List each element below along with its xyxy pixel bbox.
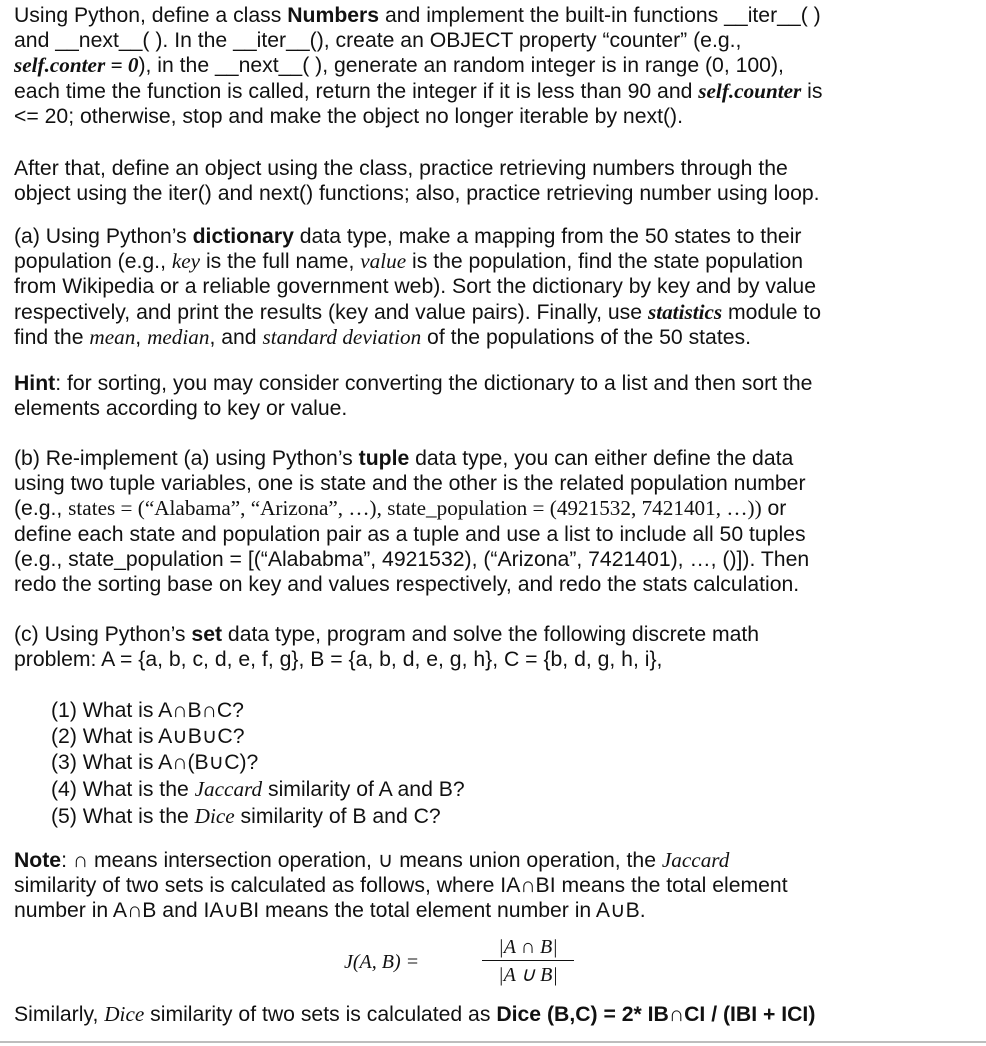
note-paragraph xyxy=(14,848,788,924)
text: (e.g., xyxy=(14,497,69,521)
text: similarity of A and B? xyxy=(262,778,465,801)
text: (b) Re-implement (a) using Python’s xyxy=(14,447,359,470)
list-item: (3) What is A∩(B∪C)? xyxy=(51,751,259,774)
fraction-bar xyxy=(482,960,574,961)
list-item: (1) What is A∩B∩C? xyxy=(51,699,244,722)
part-a-paragraph xyxy=(14,224,821,350)
part-a-line-4 xyxy=(14,300,821,325)
part-b-line-1 xyxy=(14,446,809,471)
part-b-line-6: redo the sorting base on key and values respectively, and redo the stats calculation. xyxy=(14,573,800,597)
text: or xyxy=(761,497,787,521)
text: (5) What is the xyxy=(51,805,195,828)
text: module to xyxy=(722,300,822,324)
part-a-line-5 xyxy=(14,325,821,350)
module-name: statistics xyxy=(647,299,723,324)
intro-line-1 xyxy=(14,3,822,28)
dice-line xyxy=(14,1002,815,1027)
code-counter: self.conter = 0 xyxy=(14,53,139,78)
keyword: dictionary xyxy=(192,225,294,248)
list-item: (2) What is A∪B∪C? xyxy=(51,725,245,748)
hint-paragraph xyxy=(14,371,812,421)
text: each time the function is called, return the integer if it is less than 90 and xyxy=(14,79,699,103)
intro-line-3 xyxy=(14,53,822,78)
text: of the populations of the 50 states. xyxy=(421,325,751,349)
list-item xyxy=(51,776,465,803)
text: ), in the __next__( ), generate an random integer is in range (0, 100), xyxy=(138,54,784,78)
intro-line-5 xyxy=(14,104,822,129)
text: : ∩ means intersection operation, ∪ means union operation, the xyxy=(61,849,662,872)
intro-paragraph xyxy=(14,3,822,129)
term: Jaccard xyxy=(661,848,730,872)
text: Similarly, xyxy=(14,1003,105,1026)
formula-fraction xyxy=(482,936,574,986)
term: Dice xyxy=(194,804,235,828)
part-b-line-4: define each state and population pair as a tuple and use a list to include all 50 tuples xyxy=(14,522,806,546)
after-paragraph xyxy=(14,156,820,206)
term: median xyxy=(147,324,210,349)
term: Jaccard xyxy=(194,777,263,801)
text: is the full name, xyxy=(200,250,361,274)
text: is the population, find the state population xyxy=(406,250,804,274)
keyword: tuple xyxy=(358,447,410,470)
text: and __next__( ). In the __iter__(), create an OBJECT property “counter” (e.g., xyxy=(14,29,742,53)
text: respectively, and print the results (key and value pairs). Finally, use xyxy=(14,300,648,324)
text: data type, make a mapping from the 50 states to their xyxy=(293,225,802,248)
note-line-3: number in A∩B and IA∪BI means the total element number in A∪B. xyxy=(14,899,646,923)
keyword: set xyxy=(191,623,223,646)
hint-label: Hint xyxy=(14,372,56,395)
note-label: Note xyxy=(14,849,62,872)
intro-line-4 xyxy=(14,79,822,104)
text: , xyxy=(135,325,148,349)
text: find the xyxy=(14,325,90,349)
formula-lhs: J(A, B) = xyxy=(344,951,420,973)
text: <= 20; otherwise, stop and make the object no longer iterable by next(). xyxy=(14,104,683,128)
part-a-line-3: from Wikipedia or a reliable government web). Sort the dictionary by key and by value xyxy=(14,275,816,299)
part-b-line-3 xyxy=(14,496,809,521)
term: mean xyxy=(89,324,136,349)
term: key xyxy=(171,249,201,274)
part-b-line-2: using two tuple variables, one is state and the other is the related population number xyxy=(14,472,806,496)
note-line-2: similarity of two sets is calculated as follows, where IA∩BI means the total element xyxy=(14,874,788,898)
after-line-1: After that, define an object using the class, practice retrieving numbers through the xyxy=(14,157,788,180)
bottom-divider xyxy=(0,1041,986,1043)
part-a-line-1 xyxy=(14,224,821,249)
code-example: states = (“Alabama”, “Arizona”, …), state_population = (4921532, 7421401, …)) xyxy=(68,496,762,521)
text: data type, program and solve the following discrete math xyxy=(222,623,760,646)
text: : for sorting, you may consider converting the dictionary to a list and then sort the xyxy=(55,372,813,395)
hint-line-1 xyxy=(14,371,812,396)
part-a-line-2 xyxy=(14,249,821,274)
part-c-line-1 xyxy=(14,622,759,647)
dice-formula: Dice (B,C) = 2* IB∩CI / (IBI + ICI) xyxy=(496,1003,816,1026)
part-c-line-2: problem: A = {a, b, c, d, e, f, g}, B = {a, b, d, e, g, h}, C = {b, d, g, h, i}, xyxy=(14,648,663,672)
term: value xyxy=(360,249,407,274)
part-c-paragraph xyxy=(14,622,759,672)
list-item xyxy=(51,803,465,830)
term: standard deviation xyxy=(262,324,422,349)
question-list xyxy=(51,698,465,830)
class-name: Numbers xyxy=(287,4,380,27)
text: population (e.g., xyxy=(14,250,172,274)
intro-line-2 xyxy=(14,28,822,53)
text: (a) Using Python’s xyxy=(14,225,193,248)
text: (c) Using Python’s xyxy=(14,623,192,646)
hint-line-2: elements according to key or value. xyxy=(14,397,348,421)
text: (4) What is the xyxy=(51,778,195,801)
text: , and xyxy=(209,325,263,349)
part-b-paragraph xyxy=(14,446,809,597)
text: is xyxy=(801,79,823,103)
part-b-line-5: (e.g., state_population = [(“Alababma”, 4921532), (“Arizona”, 7421401), …, ()]). Then xyxy=(14,547,810,571)
after-line-2: object using the iter() and next() functions; also, practice retrieving number using loop. xyxy=(14,182,820,206)
text: similarity of two sets is calculated as xyxy=(144,1003,497,1026)
text: similarity of B and C? xyxy=(234,805,441,828)
text: data type, you can either define the data xyxy=(409,447,794,470)
code-self-counter: self.counter xyxy=(698,78,802,103)
formula-denominator: |A ∪ B| xyxy=(498,964,558,986)
term: Dice xyxy=(104,1002,145,1026)
text: Using Python, define a class xyxy=(14,4,288,27)
note-line-1 xyxy=(14,848,788,873)
formula-numerator: |A ∩ B| xyxy=(498,936,558,958)
dice-paragraph xyxy=(14,1002,815,1027)
text: and implement the built-in functions __iter__( ) xyxy=(379,4,821,27)
